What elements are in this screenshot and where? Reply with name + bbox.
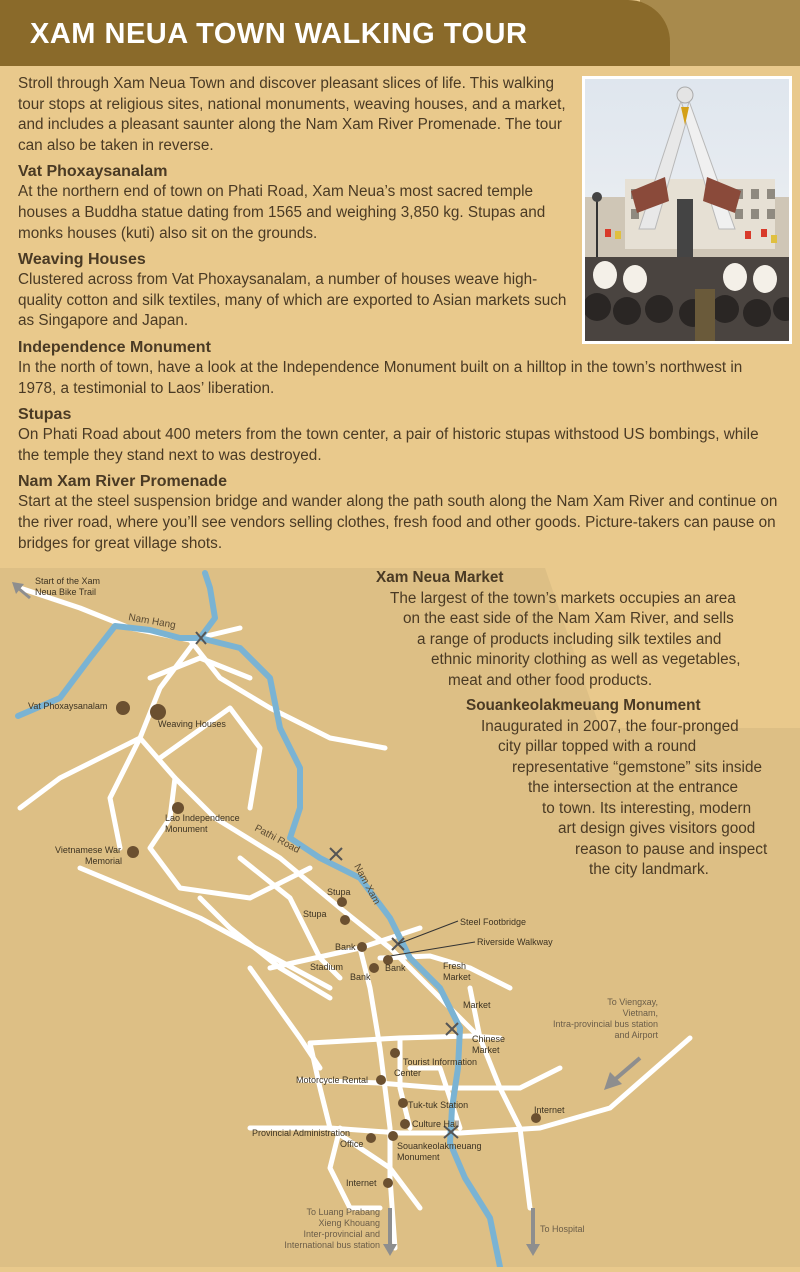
label-vietnamese-war-1: Vietnamese War (55, 845, 122, 855)
label-motorcycle-rental: Motorcycle Rental (296, 1075, 369, 1085)
section-title-promenade: Nam Xam River Promenade (18, 473, 227, 491)
market-line-5: meat and other food products. (448, 672, 653, 689)
label-bank-1: Bank (335, 942, 356, 952)
monument-line-3: representative “gemstone” sits inside (512, 759, 762, 776)
label-tuktuk: Tuk-tuk Station (408, 1100, 469, 1110)
label-to-luang-3: Inter-provincial and (303, 1229, 380, 1239)
monument-title: Souankeolakmeuang Monument (466, 697, 701, 714)
section-body-vat: At the northern end of town on Phati Road, Xam Neua’s most sacred temple houses a Buddha statue dating from 1565 and weighing 3,850 kg. Stupas and monks houses (kuti) also sit on the grounds. (18, 183, 546, 242)
market-line-4: ethnic minority clothing as well as vegetables, (431, 651, 741, 668)
label-fresh-market-2: Market (443, 972, 471, 982)
label-provincial-admin-1: Provincial Administration (252, 1128, 351, 1138)
intro-paragraph: Stroll through Xam Neua Town and discover pleasant slices of life. This walking tour stops at religious sites, national monuments, weaving houses, and a market, and includes a pleasant saunter along the Nam Xam River Promenade. The tour can also be taken in reverse. (18, 75, 566, 154)
label-to-hospital: To Hospital (540, 1224, 585, 1234)
label-nam-hang: Nam Hang (127, 612, 177, 632)
label-pathi-road: Pathi Road (252, 822, 302, 856)
label-tourist-info-2: Center (394, 1068, 422, 1078)
monument-line-8: the city landmark. (589, 861, 709, 878)
label-bike-trail-1: Start of the Xam (35, 576, 101, 586)
label-chinese-market-1: Chinese (472, 1034, 506, 1044)
market-line-3: a range of products including silk textiles and (417, 631, 722, 648)
label-souankeo-2: Monument (397, 1152, 440, 1162)
monument-line-5: to town. Its interesting, modern (542, 800, 752, 817)
monument-line-4: the intersection at the entrance (528, 779, 739, 796)
label-to-viengxay-3: Intra-provincial bus station (552, 1019, 658, 1029)
label-nam-xam: Nam Xam (351, 862, 382, 907)
label-vietnamese-war-2: Memorial (85, 856, 123, 866)
market-title: Xam Neua Market (376, 569, 504, 586)
section-body-weaving: Clustered across from Vat Phoxaysanalam, a number of houses weave high-quality cotton and silk textiles, many of which are exported to Asian markets such as Singapore and Japan. (18, 271, 567, 330)
market-line-1: The largest of the town’s markets occupies an area (390, 590, 736, 607)
header (0, 0, 800, 66)
label-tourist-info-1: Tourist Information (403, 1057, 478, 1067)
monument-line-2: city pillar topped with a round (498, 738, 697, 755)
label-bank-2: Bank (385, 963, 406, 973)
label-bank-3: Bank (350, 972, 371, 982)
label-steel-footbridge: Steel Footbridge (460, 917, 527, 927)
label-riverside-walkway: Riverside Walkway (477, 937, 553, 947)
monument-line-7: reason to pause and inspect (575, 841, 768, 858)
label-culture-hall: Culture Hall (412, 1119, 460, 1129)
label-chinese-market-2: Market (472, 1045, 500, 1055)
label-stadium: Stadium (310, 962, 344, 972)
label-to-luang-2: Xieng Khouang (318, 1218, 380, 1228)
label-to-luang-4: International bus station (284, 1240, 380, 1250)
section-title-stupas: Stupas (18, 406, 72, 424)
label-bike-trail-2: Neua Bike Trail (35, 587, 97, 597)
label-to-viengxay-1: To Viengxay, (607, 997, 658, 1007)
section-body-promenade: Start at the steel suspension bridge and wander along the path south along the Nam Xam River and continue on the river road, where you’ll see vendors selling clothes, fresh food and other goods. Picture-takers can pause on bridges for great village shots. (18, 493, 778, 552)
section-title-vat: Vat Phoxaysanalam (18, 163, 168, 181)
label-stupa-2: Stupa (303, 909, 327, 919)
label-internet-1: Internet (534, 1105, 565, 1115)
label-lao-independence-1: Lao Independence (165, 813, 240, 823)
market-line-2: on the east side of the Nam Xam River, and sells (403, 610, 734, 627)
label-to-viengxay-2: Vietnam, (622, 1008, 658, 1018)
label-to-viengxay-4: and Airport (614, 1030, 658, 1040)
label-vat: Vat Phoxaysanalam (28, 701, 108, 711)
label-weaving: Weaving Houses (158, 719, 226, 729)
section-body-independence: In the north of town, have a look at the Independence Monument built on a hilltop in the town’s northwest in 1978, a testimonial to Laos’ liberation. (18, 358, 743, 397)
section-title-weaving: Weaving Houses (18, 251, 146, 269)
label-internet-2: Internet (346, 1178, 377, 1188)
section-body-stupas: On Phati Road about 400 meters from the town center, a pair of historic stupas withstood US bombings, while the temple they stand next to was destroyed. (18, 426, 759, 464)
page-title: XAM NEUA TOWN WALKING TOUR (30, 18, 528, 50)
section-title-independence: Independence Monument (18, 338, 211, 356)
label-souankeo-1: Souankeolakmeuang (397, 1141, 482, 1151)
label-lao-independence-2: Monument (165, 824, 208, 834)
label-provincial-admin-2: Office (340, 1139, 364, 1149)
label-market: Market (463, 1000, 491, 1010)
article (18, 74, 778, 554)
label-fresh-market-1: Fresh (443, 961, 467, 971)
map-background (0, 568, 800, 1267)
label-to-luang-1: To Luang Prabang (306, 1207, 380, 1217)
label-stupa-1: Stupa (327, 887, 351, 897)
monument-line-6: art design gives visitors good (558, 820, 756, 837)
monument-line-1: Inaugurated in 2007, the four-pronged (481, 718, 739, 735)
walking-tour-map (0, 568, 800, 1267)
